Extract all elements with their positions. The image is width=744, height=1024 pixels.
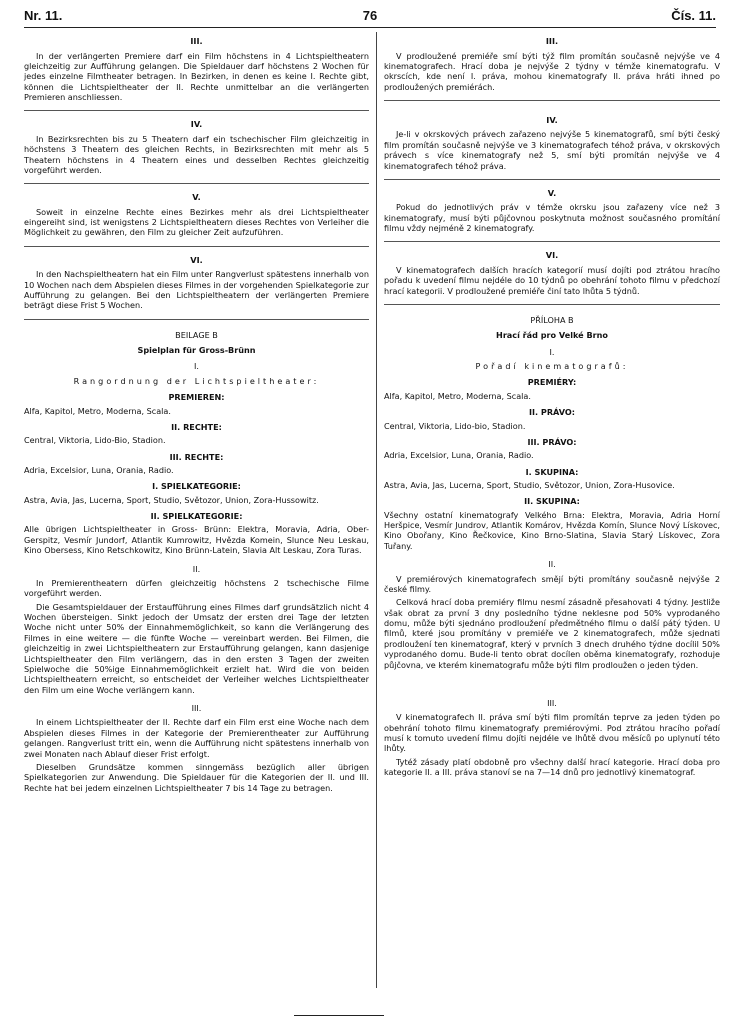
column-german	[24, 36, 369, 796]
column-czech	[384, 36, 720, 781]
group-text: Central, Viktoria, Lido-Bio, Stadion.	[24, 435, 166, 446]
section-number: VI.	[190, 254, 203, 265]
beilage-part-iii: III.	[191, 702, 202, 713]
section-divider	[384, 100, 720, 101]
column-divider	[376, 32, 377, 988]
group-text: Astra, Avia, Jas, Lucerna, Sport, Studio, Světozor, Union, Zora-Husovice.	[384, 479, 675, 490]
section-text: Soweit in einzelne Rechte eines Bezirkes mehr als drei Lichtspieltheater eingereiht sind, ist wenigstens 2 Lichtspieltheatern dieses Rechtes von Verleiher die Möglichkeit zu gewähren, den Film zu gleicher Zeit aufzuführen.	[24, 206, 369, 238]
group-heading: III. PRÁVO:	[527, 436, 577, 447]
section-divider	[24, 183, 369, 184]
section-divider	[24, 319, 369, 320]
section-text: In Bezirksrechten bis zu 5 Theatern darf ein tschechischer Film gleichzeitig in höchstens 3 Theatern des gleichen Rechts, in Bezirksrechten mit mehr als 5 Theatern höchstens in 4 Theatern eines und desselben Rechtes gleichzeitig vorgeführt werden.	[24, 133, 369, 175]
priloha-para: V premiérových kinematografech smějí býti promítány současně nejvýše 2 české filmy.	[384, 573, 720, 594]
group-heading: II. RECHTE:	[171, 421, 222, 432]
section-de-iv	[24, 119, 369, 175]
page-header	[24, 8, 716, 24]
beilage-para: Die Gesamtspieldauer der Erstaufführung eines Filmes darf grundsätzlich nicht 4 Wochen übersteigen. Sinkt jedoch der Umsatz der ersten drei Tage der letzten Woche nicht unter 50% der Einnahmemöglichkeit, so kann die Verlängerung des Filmes in eine weitere — die fünfte Woche — vereinbart werden. Bei Filmen, die gleichzeitig in zwei Lichtspieltheatern zur Erstaufführung gelangen, kann dasjenige Lichtspieltheater den Film verlängern, das in den ersten 3 Tagen der zweiten Spielwoche die 50%ige Einnahmemöglichkeit erzielt hat. Wird die von beiden Lichtspieltheatern erreicht, so entscheidet der Verleiher welches Lichtspieltheater den Film um eine Woche verlängern kann.	[24, 601, 369, 695]
beilage-part-ii: II.	[192, 563, 201, 574]
priloha-para: Tytéž zásady platí obdobně pro všechny další hrací kategorie. Hrací doba pro kategorie II. a III. práva stanoví se na 7—14 dnů pro jednotlivý kinematograf.	[384, 756, 720, 778]
beilage-part-i: I.	[194, 361, 199, 372]
section-text: In den Nachspieltheatern hat ein Film unter Rangverlust spätestens innerhalb von 10 Wochen nach dem Abspielen dieses Filmes in der vorgehenden Spielkategorie zur Aufführung zu gelangen. Bei den Lichtspieltheatern der verlängerten Premiere beträgt diese Frist 5 Wochen.	[24, 269, 369, 311]
priloha-part-iii: III.	[547, 697, 557, 708]
section-cz-iii	[384, 36, 720, 92]
footer-rule	[294, 1015, 384, 1016]
group-text: Astra, Avia, Jas, Lucerna, Sport, Studio, Světozor, Union, Zora-Hussowitz.	[24, 494, 319, 505]
section-cz-iv	[384, 115, 720, 171]
priloha-rank-heading: Pořadí kinematografů:	[475, 361, 629, 372]
beilage-para: In einem Lichtspieltheater der II. Rechte darf ein Film erst eine Woche nach dem Abspielen dieses Filmes in der Kategorie der Premierentheater zur Aufführung gelangen. Rangverlust tritt ein, wenn die Aufführung nicht spätestens innerhalb von zwei Monaten nach Ablauf dieser Frist erfolgt.	[24, 717, 369, 759]
section-de-vi	[24, 255, 369, 311]
group-heading: II. SKUPINA:	[524, 496, 580, 507]
section-number: V.	[547, 187, 557, 198]
section-divider	[384, 304, 720, 305]
section-text: Je-li v okrskových právech zařazeno nejvýše 5 kinematografů, smí býti český film promítán současně nejvýše ve 3 kinematografech téhož práva, v okrskových právech s více kinematografy než 5, smí býti promítán nejvýše ve 4 kinematografech téhož práva.	[384, 129, 720, 171]
section-divider	[24, 110, 369, 111]
beilage-subtitle: Spielplan für Gross-Brünn	[137, 345, 256, 356]
section-text: In der verlängerten Premiere darf ein Film höchstens in 4 Lichtspieltheatern gleichzeitig zur Aufführung gelangen. Die Spieldauer darf höchstens 2 Wochen für jedes einzelne Filmtheater betragen. In Bezirken, in denen es keine I. Rechte gibt, können die Lichtspieltheater der II. Rechte unmittelbar an die verlängerten Premieren anschliessen.	[24, 50, 369, 102]
group-text: Central, Viktoria, Lido-bio, Stadion.	[384, 420, 526, 431]
section-divider	[384, 179, 720, 180]
beilage-title: BEILAGE B	[175, 329, 218, 340]
group-text: Alle übrigen Lichtspieltheater in Gross- Brünn: Elektra, Moravia, Adria, Ober- Gerspitz, Vesmír Jundorf, Atlantik Kumrowitz, Hvězda Komein, Slunce Neu Leskau, Kino Obersess, Kino Retschkowitz, Kino Brünn-Latein, Slavia Alt Leskau, Zora Turas.	[24, 524, 369, 556]
group-text: Adria, Excelsior, Luna, Orania, Radio.	[384, 450, 534, 461]
group-text: Alfa, Kapitol, Metro, Moderna, Scala.	[384, 390, 531, 401]
priloha-part-i: I.	[549, 346, 555, 357]
page-number: 76	[362, 8, 378, 23]
group-heading: PREMIEREN:	[168, 392, 225, 403]
section-text: Pokud do jednotlivých práv v témže okrsku jsou zařazeny více než 3 kinematografy, musí býti půjčovnou poskytnuta možnost současného promítání filmu vždy nejméně 2 kinematografy.	[384, 202, 720, 234]
group-text: Adria, Excelsior, Luna, Orania, Radio.	[24, 464, 174, 475]
section-cz-v	[384, 188, 720, 234]
group-heading: II. SPIELKATEGORIE:	[150, 511, 243, 522]
section-number: III.	[545, 36, 559, 46]
beilage-rank-heading: Rangordnung der Lichtspieltheater:	[73, 375, 320, 386]
section-divider	[384, 241, 720, 242]
section-number: V.	[192, 192, 201, 203]
beilage-para: Dieselben Grundsätze kommen sinngemäss bezüglich aller übrigen Spielkategorien zur Anwendung. Die Spieldauer für die Kategorien der II. und III. Rechte hat bei jedem einzelnen Lichtspieltheater 7 bis 14 Tage zu betragen.	[24, 761, 369, 793]
section-number: VI.	[545, 250, 559, 261]
header-rule	[24, 27, 716, 28]
group-heading: I. SKUPINA:	[525, 466, 579, 477]
section-de-v	[24, 192, 369, 238]
section-divider	[24, 246, 369, 247]
section-number: IV.	[546, 114, 558, 125]
group-text: Alfa, Kapitol, Metro, Moderna, Scala.	[24, 405, 171, 416]
priloha-para: Celková hrací doba premiéry filmu nesmí zásadně přesahovati 4 týdny. Jestliže však obrat za první 3 dny posledního týdne neklesne pod 50% vyprodaného domu, může býti sjednáno prodloužení předmětného filmu o další pátý týden. U filmů, které jsou promítány v premiéře ve 2 kinematografech, může sjednati prodloužení ten kinematograf, který v prvních 3 dnech druhého týdne docílil 50% vyprodaného domu. Bude-li tento obrat docílen oběma kinematografy, rozhoduje půjčovna, ve kterém kinematografu může býti film prodloužen o jeden týden.	[384, 597, 720, 670]
issue-number-de: Nr. 11.	[24, 8, 63, 23]
priloha-part-ii: II.	[548, 559, 556, 570]
section-cz-vi	[384, 250, 720, 296]
section-number: III.	[190, 36, 203, 46]
section-de-iii	[24, 36, 369, 102]
section-text: V prodloužené premiéře smí býti týž film promítán současně nejvýše ve 4 kinematografech. Hrací doba je nejvýše 2 týdny v témže kinematografu. V okrscích, kde není I. práva, mohou kinematografy II. práva hráti ihned po prodloužených premiérách.	[384, 50, 720, 92]
section-text: V kinematografech dalších hracích kategorií musí dojíti pod ztrátou hracího pořadu k uvedení filmu nejdéle do 10 týdnů po obehrání tohoto filmu v předchozí hrací kategorii. V prodloužené premiéře činí tato lhůta 5 týdnů.	[384, 264, 720, 296]
group-text: Všechny ostatní kinematografy Velkého Brna: Elektra, Moravia, Adria Horní Heršpice, Vesmír Jundrov, Atlantik Komárov, Hvězda Komín, Slunce Nový Lískovec, Kino Obořany, Kino Řečkovice, Kino Brno-Slatina, Slavia Starý Lískovec, Zora Tuřany.	[384, 509, 720, 551]
priloha-para: V kinematografech II. práva smí býti film promítán teprve za jeden týden po obehrání tohoto filmu kinematografy premiérovými. Pod ztrátou hracího pořadí musí k tomuto uvedení filmu dojíti nejdéle ve lhůtě dvou měsíců po uplynutí této lhůty.	[384, 712, 720, 754]
section-number: IV.	[190, 119, 203, 130]
group-heading: II. PRÁVO:	[528, 407, 576, 418]
beilage-para: In Premierentheatern dürfen gleichzeitig höchstens 2 tschechische Filme vorgeführt werden.	[24, 578, 369, 599]
issue-number-cz: Čís. 11.	[671, 8, 716, 23]
priloha-title: PŘÍLOHA B	[530, 315, 574, 326]
priloha-subtitle: Hrací řád pro Velké Brno	[496, 330, 608, 341]
group-heading: I. SPIELKATEGORIE:	[152, 481, 241, 492]
group-heading: PREMIÉRY:	[527, 377, 577, 388]
group-heading: III. RECHTE:	[169, 451, 224, 462]
